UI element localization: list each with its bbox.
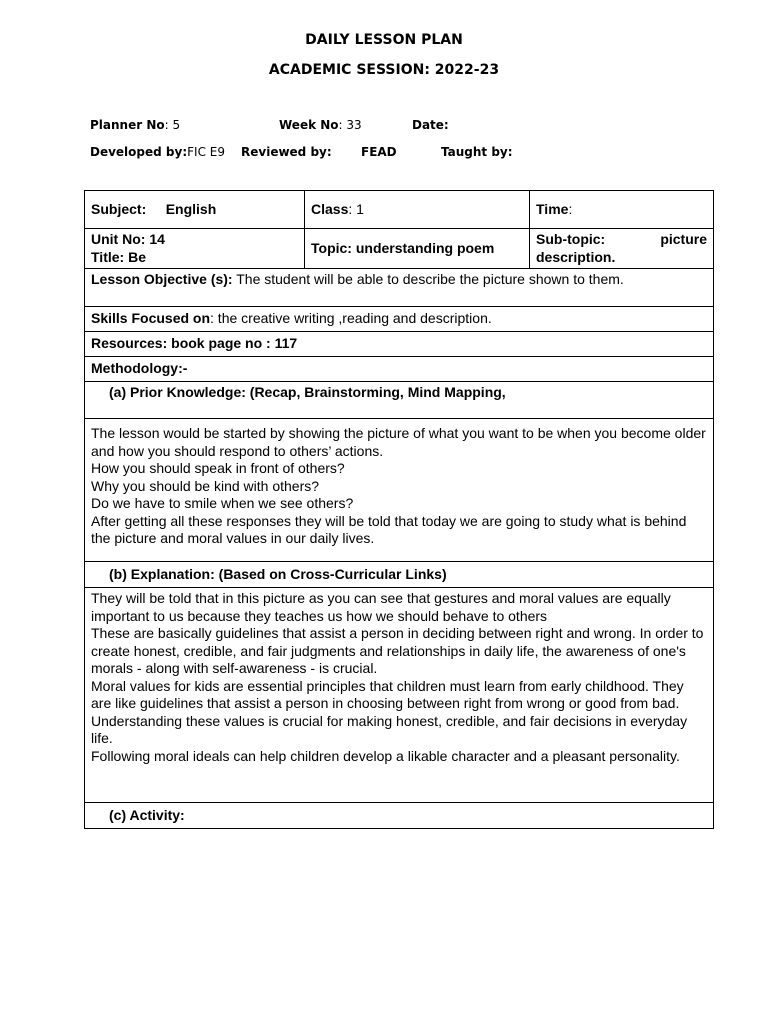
topic-cell: Topic: understanding poem (305, 229, 530, 269)
unit-cell (85, 229, 305, 269)
unit-value: : 14 (140, 231, 165, 247)
table-row (85, 419, 714, 562)
prior-line: Why you should be kind with others? (91, 477, 320, 494)
prior-knowledge-heading: (a) Prior Knowledge: (Recap, Brainstorming, Mind Mapping, (85, 382, 714, 419)
objective-text: The student will be able to describe the picture shown to them. (232, 271, 624, 287)
unit-title (91, 249, 298, 267)
prior-line: The lesson would be started by showing the picture of what you want to be when you become older and how you should respond to others’ actions. (91, 425, 706, 459)
subtopic-label: Sub-topic: (536, 231, 606, 247)
time-value: : (568, 200, 573, 217)
table-row (85, 332, 714, 357)
taught-label: Taught by: (441, 145, 513, 159)
planner-value: : 5 (164, 118, 181, 132)
methodology-cell: Methodology:- (85, 357, 714, 382)
time-cell (530, 191, 714, 229)
taught-by (441, 145, 513, 159)
table-row (85, 588, 714, 803)
class-label: Class (311, 200, 349, 217)
academic-session: ACADEMIC SESSION: 2022-23 (268, 62, 500, 78)
time-label: Time (536, 200, 569, 217)
objective-label: Lesson Objective (s): (91, 271, 233, 287)
explanation-line: They will be told that in this picture as you can see that gestures and moral values are equally important to us because they teaches us how we should behave to others (91, 590, 671, 624)
table-row (85, 229, 714, 269)
table-row (85, 382, 714, 419)
table-row (85, 269, 714, 307)
explanation-line: Moral values for kids are essential principles that children must learn from early childhood. They are like guidelines that assist a person in choosing between right from wrong or good from bad. Understanding these values is crucial for making honest, credible, and fair decisions in everyday life. (91, 677, 688, 746)
subject-label: Subject (91, 200, 142, 217)
reviewed-label: Reviewed by: (241, 145, 332, 159)
subtopic-line (536, 231, 707, 249)
prior-knowledge-body (85, 419, 714, 562)
skills-cell (85, 307, 714, 332)
week-no (279, 118, 362, 132)
subtopic-value-2: description. (536, 248, 616, 265)
developed-label: Developed by: (90, 145, 188, 159)
table-row (85, 803, 714, 829)
title-value: : Be (119, 248, 146, 265)
unit-label: Unit No (91, 231, 141, 247)
subject-value: : English (141, 200, 217, 217)
reviewed-value-field (361, 145, 397, 159)
reviewed-value: FEAD (361, 145, 397, 159)
date-label: Date: (412, 118, 449, 132)
unit-no (91, 231, 298, 249)
document-title: DAILY LESSON PLAN (305, 32, 463, 48)
objective-cell (85, 269, 714, 307)
explanation-line: These are basically guidelines that assist a person in deciding between right and wrong. In order to create honest, credible, and fair judgments and relationships in daily life, the awareness of one's morals - along with self-awareness - is crucial. (91, 625, 704, 676)
title-label: Title (91, 248, 120, 265)
activity-heading: (c) Activity: (85, 803, 714, 829)
reviewed-by (241, 145, 332, 159)
class-value: : 1 (348, 200, 364, 217)
developed-value: FIC E9 (187, 145, 225, 159)
planner-label: Planner No (90, 118, 165, 132)
week-label: Week No (279, 118, 339, 132)
date (412, 118, 449, 132)
skills-text: : the creative writing ,reading and description. (210, 310, 492, 327)
explanation-line: Following moral ideals can help children develop a likable character and a pleasant personality. (91, 747, 680, 764)
table-row (85, 191, 714, 229)
explanation-heading: (b) Explanation: (Based on Cross-Curricular Links) (85, 562, 714, 588)
table-row (85, 562, 714, 588)
prior-line: Do we have to smile when we see others? (91, 495, 354, 511)
subject-cell (85, 191, 305, 229)
subtopic-value-1: picture (660, 231, 707, 247)
prior-line: After getting all these responses they will be told that today we are going to study what is behind the picture and moral values in our daily lives. (91, 512, 687, 546)
skills-label: Skills Focused on (91, 310, 211, 327)
prior-line: How you should speak in front of others? (91, 460, 345, 476)
week-value: : 33 (338, 118, 362, 132)
class-cell (305, 191, 530, 229)
explanation-body (85, 588, 714, 803)
table-row (85, 357, 714, 382)
subtopic-cell (530, 229, 714, 269)
planner-no (90, 118, 180, 132)
lesson-plan-table (84, 190, 714, 829)
table-row (85, 307, 714, 332)
developed-by (90, 145, 225, 159)
resources-cell: Resources: book page no : 117 (85, 332, 714, 357)
